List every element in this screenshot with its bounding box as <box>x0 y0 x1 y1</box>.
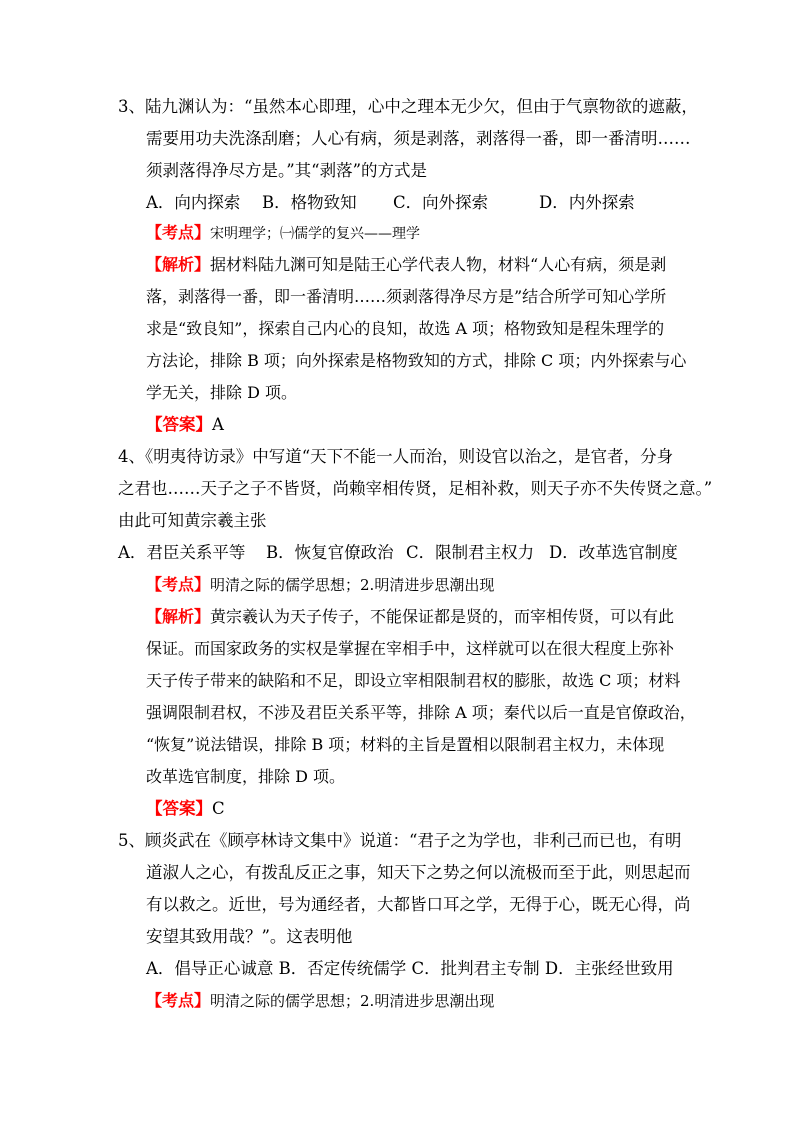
q4-jiexi-line-1 <box>146 606 674 628</box>
q3-stem-line-3: 须剥落得净尽方是。”其“剥落”的方式是 <box>146 161 428 180</box>
q5-stem-line-2: 道淑人之心，有拨乱反正之事，知天下之势之何以流极而至于此，则思起而 <box>146 863 691 882</box>
q4-answer-value: C <box>212 799 225 818</box>
q3-option-d: D．内外探索 <box>539 193 635 212</box>
q4-stem-line-3: 由此可知黄宗羲主张 <box>118 511 267 530</box>
q4-answer-label: 【答案】 <box>146 799 212 818</box>
q5-kaodian-text: 明清之际的儒学思想；2.明清进步思潮出现 <box>210 992 495 1010</box>
q4-jiexi-line-5: “恢复”说法错误，排除 B 项；材料的主旨是置相以限制君主权力，未体现 <box>146 735 665 754</box>
q3-jiexi-text-1: 据材料陆九渊可知是陆王心学代表人物，材料“人心有病，须是剥 <box>210 255 667 274</box>
q4-option-a: A．君臣关系平等 <box>118 543 246 562</box>
q5-options: A．倡导正心诚意 B．否定传统儒学 C．批判君主专制 D．主张经世致用 <box>146 959 674 978</box>
q3-answer-label: 【答案】 <box>146 415 212 434</box>
q3-kaodian <box>146 222 420 245</box>
q4-jiexi-line-3: 天子传子带来的缺陷和不足，即设立宰相限制君权的膨胀，故选 C 项；材料 <box>146 671 681 690</box>
q3-jiexi-line-3: 求是“致良知”，探索自己内心的良知，故选 A 项；格物致知是程朱理学的 <box>146 319 665 338</box>
q4-option-c: C．限制君主权力 <box>406 543 535 562</box>
q3-jiexi-line-4: 方法论，排除 B 项；向外探索是格物致知的方式，排除 C 项；内外探索与心 <box>146 351 687 370</box>
q5-stem-line-3: 有以救之。近世，号为通经者，大都皆口耳之学，无得于心，既无心得，尚 <box>146 895 691 914</box>
q4-jiexi-text-1: 黄宗羲认为天子传子，不能保证都是贤的，而宰相传贤，可以有此 <box>210 607 675 626</box>
q4-stem-line-1: 4、《明夷待访录》中写道“天下不能一人而治，则设官以治之，是官者，分身 <box>118 447 674 466</box>
q3-answer-value: A <box>212 415 224 434</box>
q4-jiexi-line-6: 改革选官制度，排除 D 项。 <box>146 767 346 786</box>
q5-stem-line-1: 5、顾炎武在《顾亭林诗文集中》说道：“君子之为学也，非利己而已也，有明 <box>118 831 682 850</box>
q5-stem-line-4: 安望其致用哉？”。这表明他 <box>146 927 353 946</box>
q3-jiexi-label: 【解析】 <box>146 255 211 274</box>
q5-kaodian-label: 【考点】 <box>146 991 211 1010</box>
q3-stem-line-1: 3、陆九渊认为：“虽然本心即理，心中之理本无少欠，但由于气禀物欲的遮蔽， <box>118 97 698 116</box>
q4-kaodian-label: 【考点】 <box>146 575 211 594</box>
q3-option-c: C．向外探索 <box>393 193 489 212</box>
q3-answer <box>146 414 224 436</box>
q3-kaodian-text: 宋明理学；㈠儒学的复兴——理学 <box>210 226 421 242</box>
q3-jiexi-line-5: 学无关，排除 D 项。 <box>146 383 298 402</box>
q4-jiexi-line-2: 保证。而国家政务的实权是掌握在宰相手中，这样就可以在很大程度上弥补 <box>146 639 675 658</box>
q3-option-a: A．向内探索 <box>146 193 241 212</box>
q4-stem-line-2: 之君也……天子之子不皆贤，尚赖宰相传贤，足相补救，则天子亦不失传贤之意。” <box>118 479 713 498</box>
q3-stem-line-2: 需要用功夫洗涤刮磨；人心有病，须是剥落，剥落得一番，即一番清明…… <box>146 129 691 148</box>
q3-jiexi-line-2: 落，剥落得一番，即一番清明……须剥落得净尽方是”结合所学可知心学所 <box>146 287 667 306</box>
q3-option-b: B．格物致知 <box>262 193 357 212</box>
q4-jiexi-line-4: 强调限制君权，不涉及君臣关系平等，排除 A 项；秦代以后一直是官僚政治， <box>146 703 696 722</box>
q4-kaodian-text: 明清之际的儒学思想；2.明清进步思潮出现 <box>210 576 495 594</box>
q4-jiexi-label: 【解析】 <box>146 607 211 626</box>
q4-kaodian <box>146 574 494 596</box>
q4-option-d: D．改革选官制度 <box>549 543 678 562</box>
q3-kaodian-label: 【考点】 <box>146 223 211 242</box>
q4-option-b: B．恢复官僚政治 <box>266 543 394 562</box>
q4-answer <box>146 798 225 820</box>
q5-kaodian <box>146 990 494 1012</box>
q3-jiexi-line-1 <box>146 254 666 276</box>
